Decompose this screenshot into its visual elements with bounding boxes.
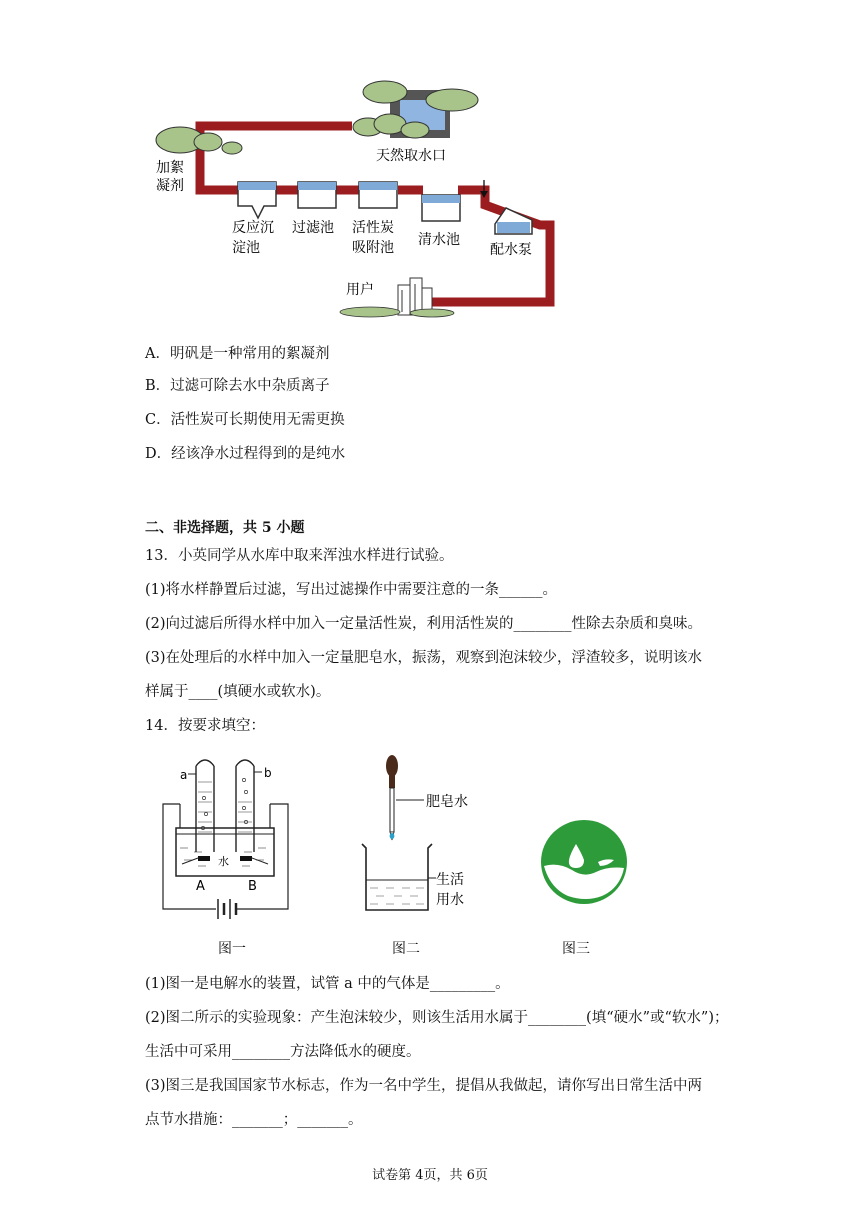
q13-part3-line1: (3)在处理后的水样中加入一定量肥皂水，振荡，观察到泡沫较少，浮渣较多，说明该水 <box>145 650 703 666</box>
water-label: 水 <box>218 855 229 868</box>
section-title: 二、非选择题，共 5 小题 <box>145 520 305 536</box>
q14-part1: (1)图一是电解水的装置，试管 a 中的气体是_________。 <box>145 976 510 992</box>
battery-icon <box>218 899 236 919</box>
q13-part3-line2: 样属于____(填硬水或软水)。 <box>145 684 331 700</box>
page-footer: 试卷第 4页，共 6页 <box>372 1168 488 1183</box>
label-tank2: 过滤池 <box>292 220 334 236</box>
option-a: A．明矾是一种常用的絮凝剂 <box>145 346 330 362</box>
option-b: B．过滤可除去水中杂质离子 <box>145 378 330 394</box>
tap-water-label-2: 用水 <box>436 892 464 908</box>
tap-water-label-1: 生活 <box>436 872 464 888</box>
tube-label-a: a <box>180 768 188 782</box>
figure3-caption: 图三 <box>562 941 590 957</box>
label-coagulant-1: 加絮 <box>156 160 184 176</box>
beaker-icon <box>362 844 432 910</box>
label-tank3-1: 活性炭 <box>352 220 394 236</box>
q14-part2-line2: 生活中可采用________方法降低水的硬度。 <box>145 1044 421 1060</box>
label-tank3-2: 吸附池 <box>352 240 394 256</box>
water-purification-diagram <box>140 80 570 320</box>
label-coagulant-2: 凝剂 <box>156 178 184 194</box>
figure1-caption: 图一 <box>218 941 246 957</box>
option-d: D．经该净水过程得到的是纯水 <box>145 446 346 462</box>
figure-electrolysis <box>158 752 298 924</box>
pipe <box>200 126 550 302</box>
label-tank1-1: 反应沉 <box>232 220 274 236</box>
q13-part2: (2)向过滤后所得水样中加入一定量活性炭，利用活性炭的________性除去杂质和臭味。 <box>145 616 703 632</box>
label-source: 天然取水口 <box>376 148 446 164</box>
label-pump: 配水泵 <box>490 242 532 258</box>
water-trough <box>176 828 274 876</box>
q14-stem: 14．按要求填空： <box>145 718 265 734</box>
q13-part1: (1)将水样静置后过滤，写出过滤操作中需要注意的一条______。 <box>145 582 558 598</box>
q13-stem: 13．小英同学从水库中取来浑浊水样进行试验。 <box>145 548 454 564</box>
figure2-caption: 图二 <box>392 941 420 957</box>
label-user: 用户 <box>346 282 374 298</box>
q14-part3-line1: (3)图三是我国国家节水标志，作为一名中学生，提倡从我做起，请你写出日常生活中两 <box>145 1078 703 1094</box>
dropper-icon <box>386 755 398 840</box>
figure-soap-test <box>356 752 486 920</box>
electrode-label-a: A <box>196 879 205 894</box>
tank-clean-water <box>422 195 460 221</box>
electrode-label-b: B <box>248 879 257 894</box>
figure-water-saving-logo <box>538 818 630 906</box>
soap-water-label: 肥皂水 <box>426 794 468 810</box>
q14-part2-line1: (2)图二所示的实验现象：产生泡沫较少，则该生活用水属于________(填“硬水”或“软水”)； <box>145 1010 729 1026</box>
tank-filter <box>298 182 336 208</box>
label-tank1-2: 淀池 <box>232 240 260 256</box>
q14-part3-line2: 点节水措施：_______；_______。 <box>145 1112 363 1128</box>
tank-sedimentation <box>238 182 276 218</box>
tank-carbon <box>359 182 397 208</box>
option-c: C．活性炭可长期使用无需更换 <box>145 412 345 428</box>
tube-label-b: b <box>264 766 272 780</box>
label-tank4: 清水池 <box>418 232 460 248</box>
